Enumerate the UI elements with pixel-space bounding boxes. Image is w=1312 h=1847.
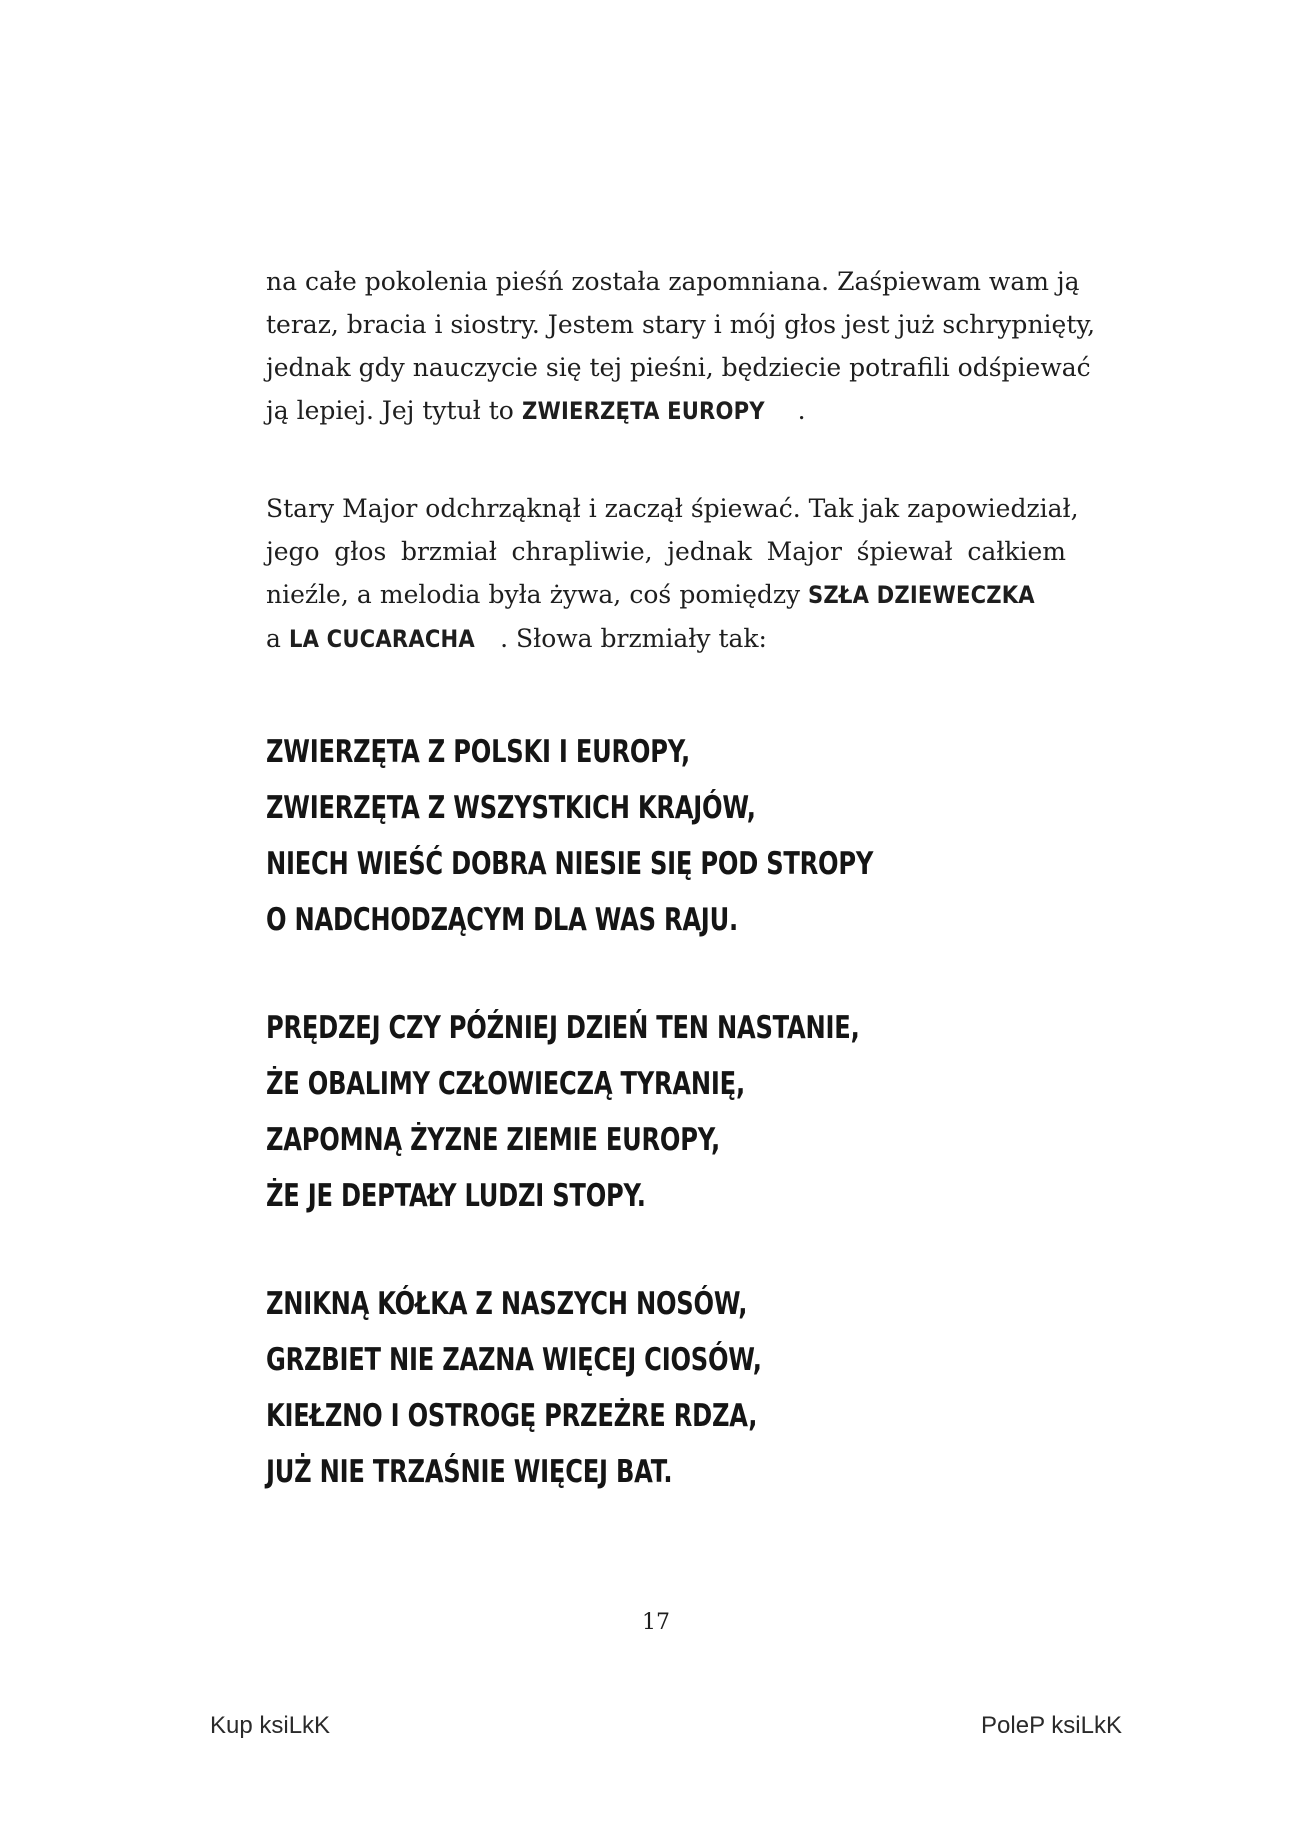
text-fragment: nieźle, a melodia była żywa, coś pomiędzy [266,580,809,609]
song-verse: ŻE OBALIMY CZŁOWIECZĄ TYRANIĘ, [266,1066,745,1102]
song-verse: O NADCHODZĄCYM DLA WAS RAJU. [266,902,738,938]
text-line [266,573,1066,617]
text-fragment: ją lepiej. Jej tytuł to [266,396,522,425]
melody-title: LA CUCARACHA [288,625,475,653]
text-line [266,617,1066,661]
paragraph-intro [266,260,1096,433]
song-verse: ZWIERZĘTA Z WSZYSTKICH KRAJÓW, [266,790,756,826]
page-number: 17 [642,1610,670,1635]
song-verse: KIEŁZNO I OSTROGĘ PRZEŻRE RDZA, [266,1398,758,1434]
text-line [266,389,1066,433]
text-fragment: . [797,396,806,425]
text-fragment: . Słowa brzmiały tak: [500,624,767,653]
text-fragment: a [266,624,289,653]
song-verse: JUŻ NIE TRZAŚNIE WIĘCEJ BAT. [266,1454,673,1490]
text-line: na całe pokolenia pieśń została zapomniana. Zaśpiewam wam ją [266,267,1080,296]
song-verse: PRĘDZEJ CZY PÓŹNIEJ DZIEŃ TEN NASTANIE, [266,1010,860,1046]
recommend-book-link[interactable]: PoleP ksiLkK [981,1712,1122,1739]
buy-book-link[interactable]: Kup ksiLkK [210,1712,331,1739]
song-verse: ZWIERZĘTA Z POLSKI I EUROPY, [266,734,690,770]
song-title: ZWIERZĘTA EUROPY [521,397,765,425]
song-verse: ŻE JE DEPTAŁY LUDZI STOPY. [266,1178,646,1214]
paragraph-singing [266,487,1079,661]
text-line: teraz, bracia i siostry. Jestem stary i mój głos jest już schrypnięty, [266,310,1096,339]
song-verse: ZNIKNĄ KÓŁKA Z NASZYCH NOSÓW, [266,1286,748,1322]
song-stanza [266,1276,1066,1500]
text-line: jego głos brzmiał chrapliwie, jednak Major śpiewał całkiem [266,537,1066,566]
song-verse: NIECH WIEŚĆ DOBRA NIESIE SIĘ POD STROPY [266,846,874,882]
song-verse: GRZBIET NIE ZAZNA WIĘCEJ CIOSÓW, [266,1342,762,1378]
text-line: jednak gdy nauczycie się tej pieśni, będziecie potrafili odśpiewać [266,353,1091,382]
text-line: Stary Major odchrząknął i zaczął śpiewać. Tak jak zapowiedział, [266,494,1079,523]
song-verse: ZAPOMNĄ ŻYZNE ZIEMIE EUROPY, [266,1122,720,1158]
song-stanza [266,1000,1066,1224]
melody-title: SZŁA DZIEWECZKA [808,581,1036,609]
song-stanza [266,724,1066,948]
